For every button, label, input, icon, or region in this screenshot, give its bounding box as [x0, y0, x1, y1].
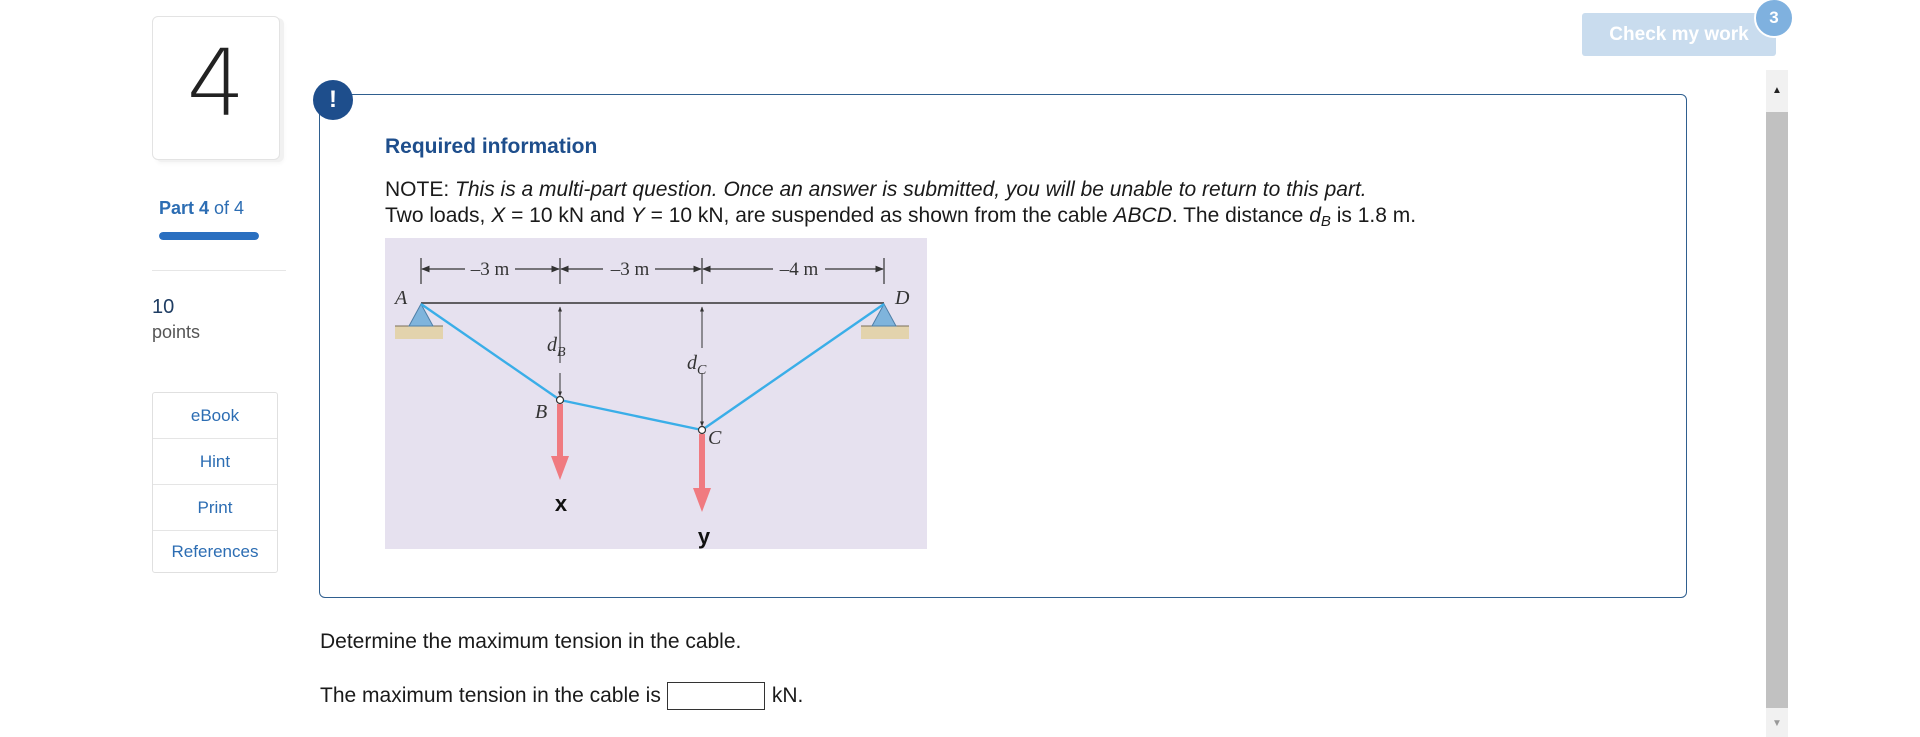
label-db: $d_B$	[547, 334, 566, 360]
problem-text: Two loads,	[385, 204, 492, 227]
problem-statement	[385, 204, 1416, 230]
problem-text: is 1.8 m.	[1330, 204, 1417, 227]
points-label: points	[152, 322, 201, 342]
support-d-icon	[872, 304, 896, 326]
check-my-work-button[interactable]: Check my work	[1582, 13, 1776, 56]
label-c: C	[708, 427, 722, 449]
load-x-arrow-icon	[551, 456, 569, 480]
part-progress-bar	[159, 232, 259, 240]
dim-label-ab: –3 m	[470, 259, 510, 280]
cable-abcd	[421, 304, 884, 430]
cable-diagram	[385, 238, 927, 549]
part-total: of 4	[209, 198, 245, 218]
part-indicator	[159, 198, 244, 219]
resources-panel	[152, 392, 278, 573]
load-y-label: y	[697, 524, 711, 549]
answer-input[interactable]	[667, 682, 765, 710]
cable-name: ABCD	[1113, 204, 1172, 227]
required-information-title: Required information	[385, 135, 598, 158]
references-link[interactable]: References	[171, 541, 259, 561]
scroll-thumb[interactable]	[1766, 112, 1788, 708]
problem-text: . The distance	[1171, 204, 1310, 227]
alert-icon: !	[313, 80, 353, 120]
part-current: Part 4	[159, 198, 210, 218]
problem-text: = 10 kN and	[505, 204, 631, 227]
scroll-down-arrow-icon[interactable]: ▼	[1772, 717, 1782, 729]
ebook-link[interactable]: eBook	[153, 393, 277, 439]
label-dc: $d_C$	[687, 352, 707, 378]
joint-c	[699, 427, 706, 434]
question-text: Determine the maximum tension in the cable.	[320, 630, 742, 653]
var-d: d	[1309, 204, 1321, 227]
print-link[interactable]: Print	[153, 485, 277, 531]
note-text	[385, 178, 1367, 202]
var-y: Y	[630, 204, 645, 227]
label-b: B	[535, 401, 548, 423]
answer-unit: kN.	[771, 684, 804, 707]
var-d-subscript: B	[1320, 213, 1331, 230]
load-x-label: x	[554, 491, 568, 516]
note-body: This is a multi-part question. Once an answer is submitted, you will be unable to return to this part.	[455, 178, 1367, 201]
rail-divider	[152, 270, 286, 271]
answer-prefix: The maximum tension in the cable is	[320, 684, 661, 707]
part-progress-fill	[159, 232, 259, 240]
problem-text: = 10 kN, are suspended as shown from the cable	[644, 204, 1114, 227]
question-number: 4	[186, 30, 246, 137]
cable-diagram-svg	[385, 238, 927, 549]
support-a-icon	[409, 304, 433, 326]
dim-label-cd: –4 m	[779, 259, 819, 280]
hint-link[interactable]: Hint	[153, 439, 277, 485]
note-prefix: NOTE:	[385, 178, 456, 201]
dim-label-bc: –3 m	[610, 259, 650, 280]
support-base-d	[861, 326, 909, 339]
joint-b	[557, 397, 564, 404]
question-number-card	[152, 16, 280, 160]
load-y-arrow-icon	[693, 488, 711, 512]
label-d: D	[895, 287, 910, 309]
support-base-a	[395, 326, 443, 339]
answer-row	[320, 682, 803, 710]
check-attempts-badge: 3	[1754, 0, 1794, 38]
scroll-up-arrow-icon[interactable]: ▲	[1772, 84, 1782, 96]
vertical-scrollbar[interactable]	[1766, 70, 1788, 737]
var-x: X	[491, 204, 506, 227]
points-value: 10	[152, 296, 175, 318]
label-a: A	[395, 287, 408, 309]
